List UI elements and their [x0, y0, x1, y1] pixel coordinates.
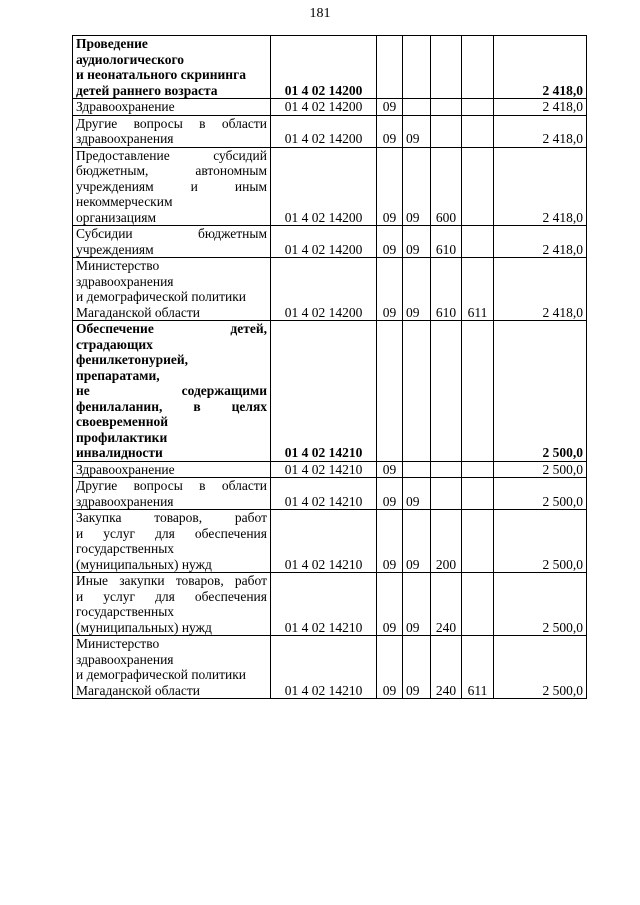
table-row [73, 226, 587, 258]
subsection-code-cell: 09 [403, 226, 431, 258]
ministry-code-cell [462, 99, 494, 116]
target-article-code-cell: 01 4 02 14200 [271, 258, 377, 321]
row-name-line: Магаданской области [76, 682, 200, 698]
amount-cell: 2 418,0 [494, 115, 587, 147]
expense-type-code-cell: 240 [431, 573, 462, 636]
amount-cell: 2 500,0 [494, 321, 587, 462]
section-code-cell: 09 [377, 115, 403, 147]
subsection-code-cell: 09 [403, 573, 431, 636]
row-name-cell [73, 99, 271, 116]
ministry-code-cell: 611 [462, 258, 494, 321]
section-code-cell [377, 36, 403, 99]
section-code-cell: 09 [377, 636, 403, 699]
row-name-line: Иные закупки товаров, работ [76, 573, 267, 588]
ministry-code-cell [462, 573, 494, 636]
amount-cell: 2 500,0 [494, 461, 587, 478]
subsection-code-cell [403, 99, 431, 116]
row-name-line: страдающих [76, 336, 153, 352]
amount-cell: 2 418,0 [494, 36, 587, 99]
row-name-cell [73, 478, 271, 510]
row-name-line: Магаданской области [76, 304, 200, 320]
expense-type-code-cell [431, 115, 462, 147]
expense-type-code-cell: 610 [431, 258, 462, 321]
target-article-code-cell: 01 4 02 14210 [271, 573, 377, 636]
table-row [73, 478, 587, 510]
target-article-code-cell: 01 4 02 14210 [271, 636, 377, 699]
table-row [73, 636, 587, 699]
row-name-line: Здравоохранение [76, 99, 175, 114]
section-code-cell: 09 [377, 147, 403, 226]
row-name-cell [73, 36, 271, 99]
ministry-code-cell [462, 147, 494, 226]
expense-type-code-cell: 240 [431, 636, 462, 699]
table-row [73, 36, 587, 99]
ministry-code-cell [462, 510, 494, 573]
amount-cell: 2 418,0 [494, 226, 587, 258]
row-name-line: препаратами, [76, 367, 160, 383]
row-name-line: учреждениям [76, 241, 154, 257]
table-row [73, 461, 587, 478]
table-row [73, 321, 587, 462]
row-name-line: Закупка товаров, работ [76, 510, 267, 525]
section-code-cell [377, 321, 403, 462]
ministry-code-cell [462, 226, 494, 258]
table-row [73, 573, 587, 636]
row-name-cell [73, 258, 271, 321]
row-name-line: инвалидности [76, 445, 163, 460]
row-name-line: и услуг для обеспечения [76, 525, 267, 541]
subsection-code-cell [403, 321, 431, 462]
subsection-code-cell: 09 [403, 510, 431, 573]
amount-cell: 2 418,0 [494, 258, 587, 321]
section-code-cell: 09 [377, 478, 403, 510]
row-name-line: здравоохранения [76, 273, 174, 289]
row-name-line: Здравоохранение [76, 461, 175, 477]
target-article-code-cell: 01 4 02 14210 [271, 478, 377, 510]
row-name-cell [73, 510, 271, 573]
expense-type-code-cell: 610 [431, 226, 462, 258]
row-name-line: фенилкетонурией, [76, 352, 189, 367]
row-name-line: не содержащими [76, 383, 267, 398]
target-article-code-cell: 01 4 02 14210 [271, 510, 377, 573]
section-code-cell: 09 [377, 99, 403, 116]
subsection-code-cell: 09 [403, 636, 431, 699]
row-name-line: (муниципальных) нужд [76, 619, 212, 635]
row-name-cell [73, 573, 271, 636]
row-name-line: учреждениям и иным [76, 178, 267, 194]
row-name-cell [73, 147, 271, 226]
row-name-line: Министерство [76, 258, 160, 273]
amount-cell: 2 500,0 [494, 636, 587, 699]
row-name-line: здравоохранения [76, 131, 174, 146]
amount-cell: 2 418,0 [494, 147, 587, 226]
row-name-cell [73, 321, 271, 462]
row-name-line: детей раннего возраста [76, 82, 218, 98]
subsection-code-cell: 09 [403, 147, 431, 226]
row-name-line: и демографической политики [76, 289, 247, 304]
row-name-cell [73, 636, 271, 699]
row-name-cell [73, 226, 271, 258]
subsection-code-cell: 09 [403, 258, 431, 321]
section-code-cell: 09 [377, 510, 403, 573]
target-article-code-cell: 01 4 02 14210 [271, 321, 377, 462]
target-article-code-cell: 01 4 02 14200 [271, 226, 377, 258]
expense-type-code-cell: 200 [431, 510, 462, 573]
row-name-line: Субсидии бюджетным [76, 226, 267, 241]
ministry-code-cell [462, 461, 494, 478]
expense-type-code-cell [431, 461, 462, 478]
row-name-line: аудиологического [76, 51, 185, 67]
target-article-code-cell: 01 4 02 14200 [271, 115, 377, 147]
row-name-line: государственных [76, 604, 175, 619]
row-name-line: государственных [76, 541, 175, 556]
row-name-line: Предоставление субсидий [76, 147, 267, 163]
section-code-cell: 09 [377, 573, 403, 636]
section-code-cell: 09 [377, 226, 403, 258]
table-row [73, 510, 587, 573]
subsection-code-cell [403, 461, 431, 478]
row-name-line: здравоохранения [76, 493, 174, 509]
row-name-line: Проведение [76, 36, 148, 51]
ministry-code-cell [462, 115, 494, 147]
row-name-line: своевременной [76, 414, 168, 429]
target-article-code-cell: 01 4 02 14200 [271, 36, 377, 99]
expense-type-code-cell [431, 36, 462, 99]
target-article-code-cell: 01 4 02 14210 [271, 461, 377, 478]
section-code-cell: 09 [377, 461, 403, 478]
ministry-code-cell [462, 36, 494, 99]
target-article-code-cell: 01 4 02 14200 [271, 147, 377, 226]
row-name-line: и услуг для обеспечения [76, 588, 267, 604]
amount-cell: 2 500,0 [494, 510, 587, 573]
expense-type-code-cell [431, 99, 462, 116]
expense-type-code-cell: 600 [431, 147, 462, 226]
budget-table-body [73, 36, 587, 699]
amount-cell: 2 500,0 [494, 478, 587, 510]
row-name-line: бюджетным, автономным [76, 163, 267, 178]
row-name-line: Обеспечение детей, [76, 321, 267, 336]
table-row [73, 258, 587, 321]
row-name-line: фенилаланин, в целях [76, 398, 267, 414]
row-name-line: Министерство [76, 636, 160, 651]
ministry-code-cell [462, 478, 494, 510]
row-name-cell [73, 115, 271, 147]
row-name-cell [73, 461, 271, 478]
table-row [73, 115, 587, 147]
row-name-line: и неонатального скрининга [76, 67, 246, 82]
ministry-code-cell: 611 [462, 636, 494, 699]
table-row [73, 99, 587, 116]
row-name-line: и демографической политики [76, 667, 247, 682]
budget-table [72, 35, 587, 699]
subsection-code-cell: 09 [403, 478, 431, 510]
row-name-line: некоммерческим [76, 194, 173, 209]
target-article-code-cell: 01 4 02 14200 [271, 99, 377, 116]
row-name-line: профилактики [76, 429, 168, 445]
ministry-code-cell [462, 321, 494, 462]
table-row [73, 147, 587, 226]
subsection-code-cell: 09 [403, 115, 431, 147]
subsection-code-cell [403, 36, 431, 99]
amount-cell: 2 500,0 [494, 573, 587, 636]
expense-type-code-cell [431, 478, 462, 510]
section-code-cell: 09 [377, 258, 403, 321]
row-name-line: организациям [76, 209, 157, 225]
amount-cell: 2 418,0 [494, 99, 587, 116]
row-name-line: здравоохранения [76, 651, 174, 667]
expense-type-code-cell [431, 321, 462, 462]
row-name-line: (муниципальных) нужд [76, 556, 212, 572]
row-name-line: Другие вопросы в области [76, 115, 267, 131]
page-number: 181 [309, 6, 331, 21]
row-name-line: Другие вопросы в области [76, 478, 267, 493]
